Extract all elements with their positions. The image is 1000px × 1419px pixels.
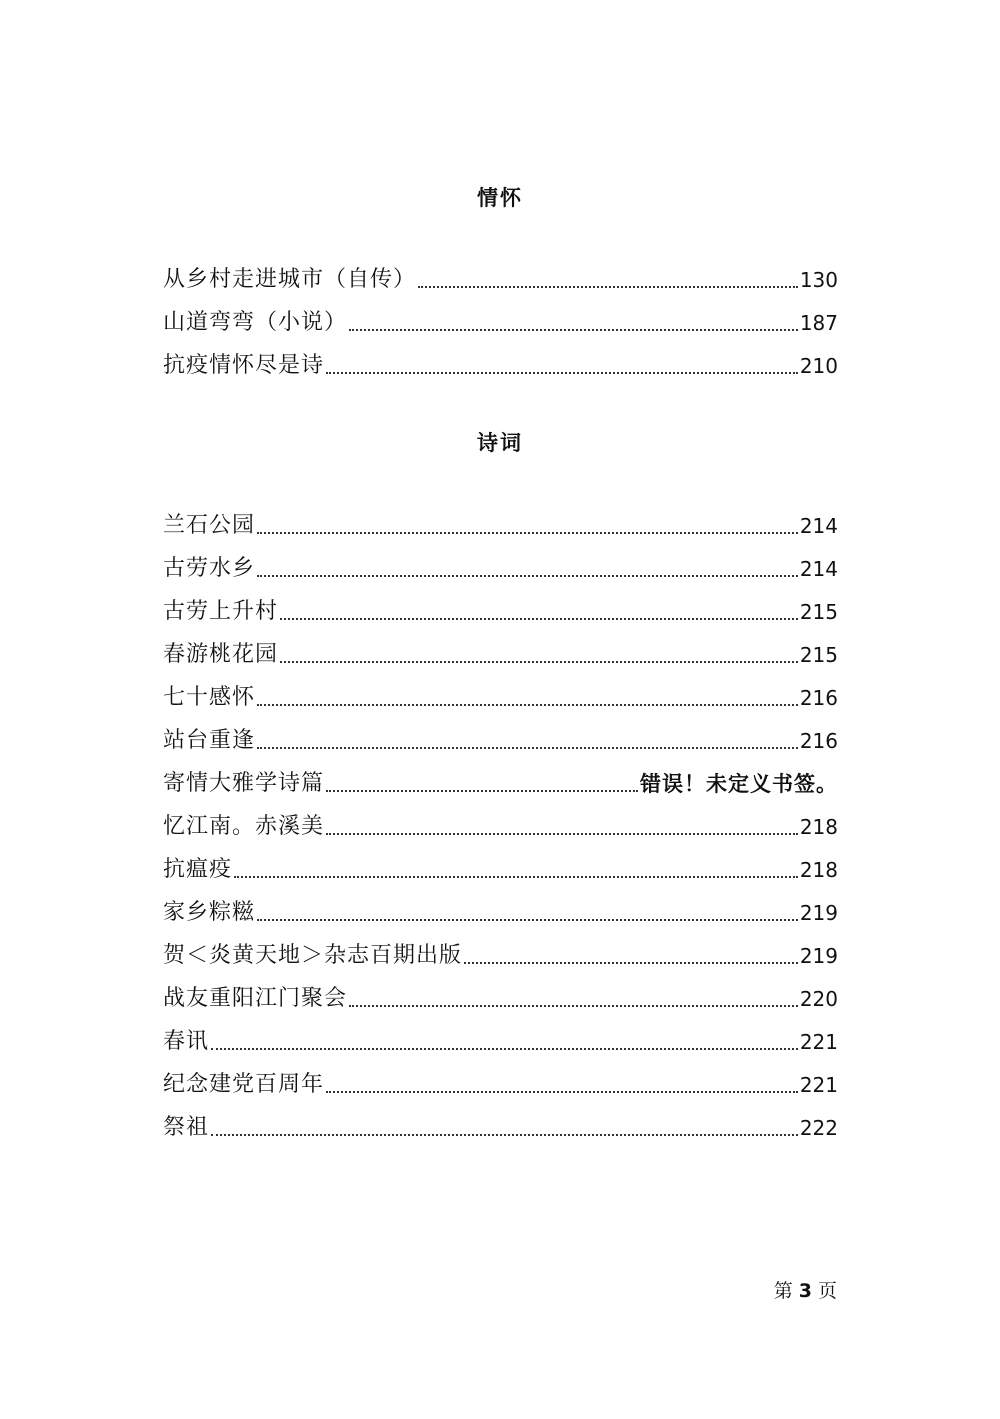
dot-leader: [326, 790, 638, 792]
toc-entry[interactable]: [163, 969, 838, 1012]
toc-entry[interactable]: [163, 250, 838, 293]
toc-entry-page: 219: [799, 944, 838, 968]
toc-entry[interactable]: [163, 797, 838, 840]
toc-entry-title: 兰石公园: [163, 513, 256, 538]
page-number-prefix: 第: [773, 1280, 793, 1302]
toc-entry[interactable]: [163, 668, 838, 711]
toc-entry-page: 222: [799, 1116, 838, 1140]
dot-leader: [211, 1134, 798, 1136]
toc-entry[interactable]: [163, 840, 838, 883]
toc-entry-title: 春游桃花园: [163, 642, 279, 667]
toc-entry[interactable]: [163, 1012, 838, 1055]
section-heading-qinghuai: 情怀: [477, 186, 523, 210]
dot-leader: [257, 575, 798, 577]
dot-leader: [326, 833, 798, 835]
page-number: [774, 1276, 837, 1303]
bookmark-error-text: 错误！未定义书签。: [640, 772, 838, 796]
toc-entry-page: 218: [799, 858, 838, 882]
toc-entry-title: 站台重逢: [163, 728, 256, 753]
toc-entry-page: 210: [799, 354, 838, 378]
dot-leader: [280, 661, 798, 663]
toc-entry[interactable]: [163, 336, 838, 379]
toc-entry-title: 贺＜炎黄天地＞杂志百期出版: [163, 943, 463, 968]
dot-leader: [326, 372, 798, 374]
toc-entry-page: 215: [799, 600, 838, 624]
page-number-suffix: 页: [817, 1280, 837, 1302]
dot-leader: [234, 876, 798, 878]
toc-entry-page: 130: [799, 268, 838, 292]
dot-leader: [211, 1048, 798, 1050]
toc-entry-title: 纪念建党百周年: [163, 1072, 325, 1097]
toc-entry-page: 214: [799, 557, 838, 581]
toc-entry-page: 219: [799, 901, 838, 925]
dot-leader: [280, 618, 798, 620]
toc-entry-page: 221: [799, 1030, 838, 1054]
toc-entry[interactable]: [163, 1098, 838, 1141]
toc-entry-title: 祭祖: [163, 1115, 210, 1140]
toc-entry-title: 家乡粽糍: [163, 900, 256, 925]
dot-leader: [257, 532, 798, 534]
toc-entry-title: 忆江南。赤溪美: [163, 814, 325, 839]
toc-entry-page: 221: [799, 1073, 838, 1097]
toc-entry-page: 216: [799, 686, 838, 710]
toc-entry-page: 187: [799, 311, 838, 335]
toc-entry-title: 古劳水乡: [163, 556, 256, 581]
toc-list-shici: [163, 496, 838, 1141]
toc-entry[interactable]: [163, 496, 838, 539]
dot-leader: [326, 1091, 798, 1093]
toc-entry[interactable]: [163, 539, 838, 582]
toc-entry-title: 春讯: [163, 1029, 210, 1054]
toc-entry-title: 从乡村走进城市（自传）: [163, 267, 417, 292]
toc-entry[interactable]: [163, 293, 838, 336]
dot-leader: [418, 286, 798, 288]
toc-entry[interactable]: [163, 582, 838, 625]
dot-leader: [257, 919, 798, 921]
toc-entry[interactable]: [163, 625, 838, 668]
toc-entry[interactable]: [163, 754, 838, 797]
dot-leader: [349, 329, 798, 331]
toc-entry[interactable]: [163, 883, 838, 926]
toc-entry-title: 七十感怀: [163, 685, 256, 710]
toc-entry-page: 215: [799, 643, 838, 667]
dot-leader: [464, 962, 798, 964]
toc-entry[interactable]: [163, 1055, 838, 1098]
section-heading-shici: 诗词: [477, 431, 523, 455]
toc-entry-title: 山道弯弯（小说）: [163, 310, 348, 335]
toc-list-qinghuai: [163, 250, 838, 379]
toc-entry-page: 220: [799, 987, 838, 1011]
toc-entry-title: 战友重阳江门聚会: [163, 986, 348, 1011]
toc-entry-page: 214: [799, 514, 838, 538]
toc-entry[interactable]: [163, 926, 838, 969]
toc-entry-page: 216: [799, 729, 838, 753]
page-number-value: 3: [798, 1280, 812, 1302]
dot-leader: [349, 1005, 798, 1007]
dot-leader: [257, 704, 798, 706]
toc-entry-page: 218: [799, 815, 838, 839]
dot-leader: [257, 747, 798, 749]
toc-entry-title: 寄情大雅学诗篇: [163, 771, 325, 796]
toc-entry[interactable]: [163, 711, 838, 754]
toc-entry-title: 抗瘟疫: [163, 857, 233, 882]
toc-entry-title: 古劳上升村: [163, 599, 279, 624]
toc-entry-title: 抗疫情怀尽是诗: [163, 353, 325, 378]
